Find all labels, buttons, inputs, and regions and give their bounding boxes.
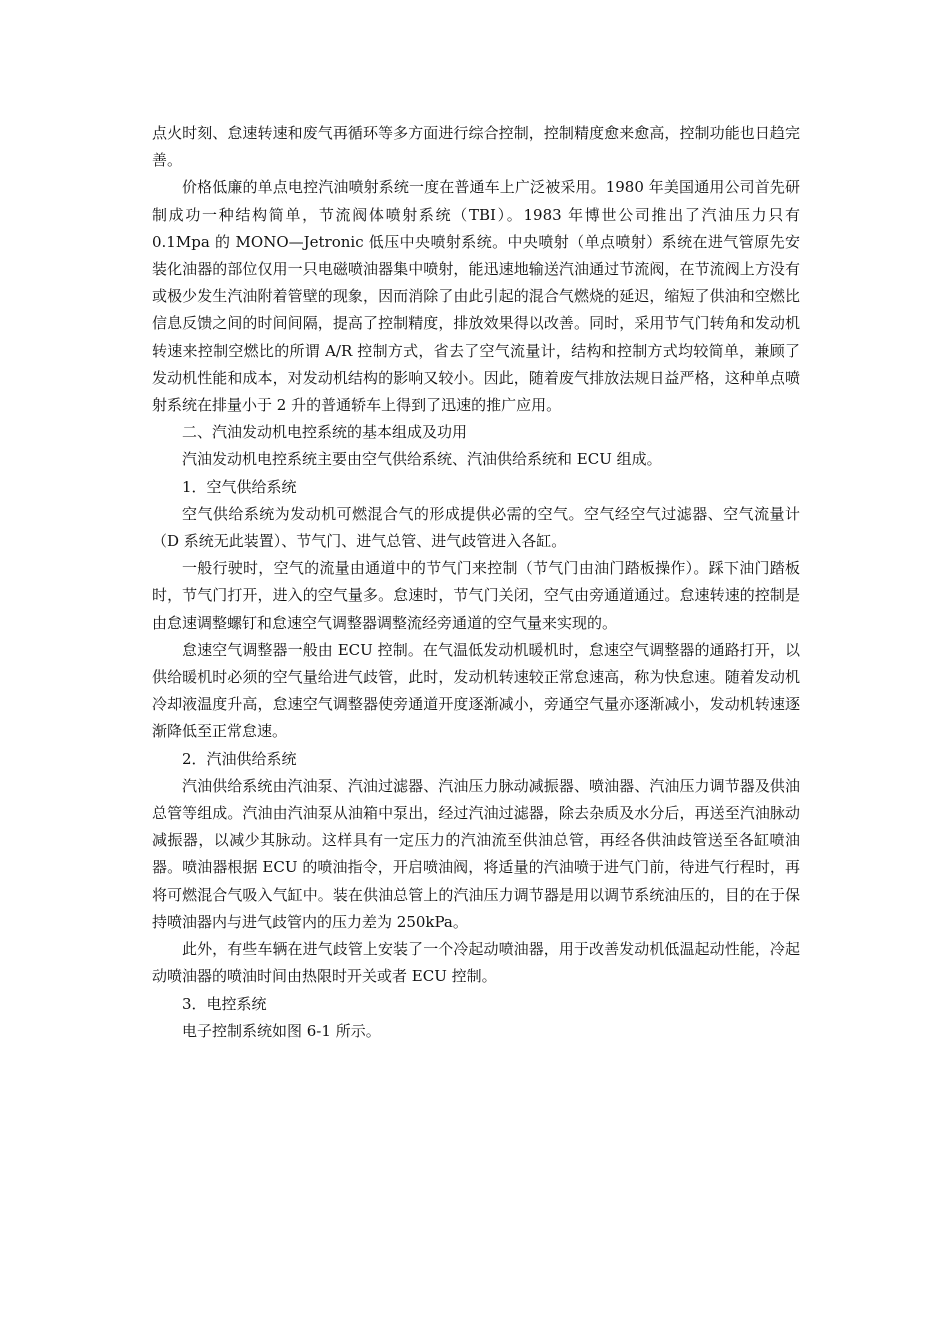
paragraph-air-supply-intro: 空气供给系统为发动机可燃混合气的形成提供必需的空气。空气经空气过滤器、空气流量计（D 系统无此装置）、节气门、进气总管、进气歧管进入各缸。 (152, 504, 800, 551)
paragraph-throttle-control: 一般行驶时，空气的流量由通道中的节气门来控制（节气门由油门踏板操作）。踩下油门踏板时，节气门打开，进入的空气量多。怠速时，节气门关闭，空气由旁通道通过。怠速转速的控制是由怠速调整螺钉和怠速空气调整器调整流经旁通道的空气量来实现的。 (152, 559, 800, 632)
subheading-fuel-supply: 2．汽油供给系统 (182, 749, 297, 768)
subheading-air-supply: 1．空气供给系统 (182, 477, 297, 496)
paragraph-cold-start-injector: 此外，有些车辆在进气歧管上安装了一个冷起动喷油器，用于改善发动机低温起动性能，冷起动喷油器的喷油时间由热限时开关或者 ECU 控制。 (152, 940, 800, 986)
section-heading-basic-composition: 二、汽油发动机电控系统的基本组成及功用 (182, 423, 468, 442)
paragraph-continuation: 点火时刻、怠速转速和废气再循环等多方面进行综合控制，控制精度愈来愈高，控制功能也日趋完善。 (152, 124, 800, 170)
paragraph-system-overview: 汽油发动机电控系统主要由空气供给系统、汽油供给系统和 ECU 组成。 (182, 450, 662, 469)
paragraph-fuel-supply-detail: 汽油供给系统由汽油泵、汽油过滤器、汽油压力脉动减振器、喷油器、汽油压力调节器及供油总管等组成。汽油由汽油泵从油箱中泵出，经过汽油过滤器，除去杂质及水分后，再送至汽油脉动减振器，以减少其脉动。这样具有一定压力的汽油流至供油总管，再经各供油歧管送至各缸喷油器。喷油器根据 ECU 的喷油指令，开启喷油阀，将适量的汽油喷于进气门前，待进气行程时，再将可燃混合气吸入气缸中。装在供油总管上的汽油压力调节器是用以调节系统油压的，目的在于保持喷油器内与进气歧管内的压力差为 250kPa。 (152, 776, 800, 931)
paragraph-idle-air-regulator: 怠速空气调整器一般由 ECU 控制。在气温低发动机暖机时，怠速空气调整器的通路打开，以供给暖机时必须的空气量给进气歧管，此时，发动机转速较正常怠速高，称为快怠速。随着发动机冷却液温度升高，怠速空气调整器使旁通道开度逐渐减小，旁通空气量亦逐渐减小，发动机转速逐渐降低至正常怠速。 (152, 640, 800, 741)
subheading-electronic-control: 3．电控系统 (182, 994, 267, 1013)
document-body (152, 120, 800, 1045)
paragraph-figure-reference: 电子控制系统如图 6-1 所示。 (182, 1021, 381, 1040)
paragraph-single-point-injection: 价格低廉的单点电控汽油喷射系统一度在普通车上广泛被采用。1980 年美国通用公司首先研制成功一种结构简单，节流阀体喷射系统（TBI）。1983 年博世公司推出了汽油压力只有 0.1Mpa 的 MONO—Jetronic 低压中央喷射系统。中央喷射（单点喷射）系统在进气管原先安装化油器的部位仅用一只电磁喷油器集中喷射，能迅速地输送汽油通过节流阀，在节流阀上方没有或极少发生汽油附着管壁的现象，因而消除了由此引起的混合气燃烧的延迟，缩短了供油和空燃比信息反馈之间的时间间隔，提高了控制精度，排放效果得以改善。同时，采用节气门转角和发动机转速来控制空燃比的所谓 A/R 控制方式，省去了空气流量计，结构和控制方式均较简单，兼顾了发动机性能和成本，对发动机结构的影响又较小。因此，随着废气排放法规日益严格，这种单点喷射系统在排量小于 2 升的普通轿车上得到了迅速的推广应用。 (152, 178, 800, 415)
